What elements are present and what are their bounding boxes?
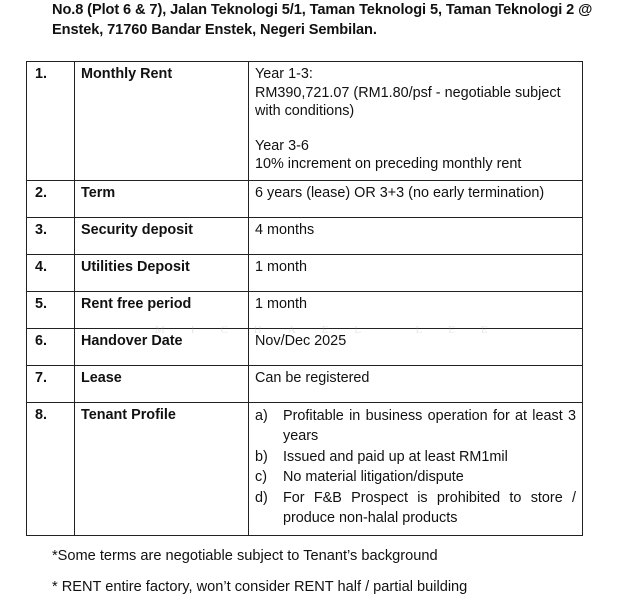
list-item-text: For F&B Prospect is prohibited to store / produce non-halal products <box>283 489 576 527</box>
tenant-profile-list <box>255 406 576 530</box>
list-item-text: Profitable in business operation for at least 3 years <box>283 407 576 445</box>
term-value: 6 years (lease) OR 3+3 (no early termination) <box>249 180 583 217</box>
term-value: Can be registered <box>249 365 583 402</box>
table-row <box>27 328 583 365</box>
row-number: 3. <box>27 217 75 254</box>
row-number: 5. <box>27 291 75 328</box>
rent-period-label: Year 1-3: <box>255 66 313 82</box>
term-label: Utilities Deposit <box>75 254 249 291</box>
watermark: MICHAEL LEE <box>155 324 514 336</box>
row-number: 1. <box>27 62 75 181</box>
property-address: No.8 (Plot 6 & 7), Jalan Teknologi 5/1, Taman Teknologi 5, Taman Teknologi 2 @ Enstek, 71760 Bandar Enstek, Negeri Sembilan. <box>52 2 593 38</box>
term-value: Nov/Dec 2025 <box>249 328 583 365</box>
term-label: Term <box>75 180 249 217</box>
list-marker: d) <box>255 489 268 506</box>
row-number: 4. <box>27 254 75 291</box>
rent-amount: RM390,721.07 (RM1.80/psf - negotiable subject with conditions) <box>255 84 561 119</box>
table-row <box>27 217 583 254</box>
rent-period-label: Year 3-6 <box>255 137 309 154</box>
term-label: Handover Date <box>75 328 249 365</box>
term-value: 4 months <box>249 217 583 254</box>
row-number: 8. <box>27 402 75 536</box>
list-marker: c) <box>255 469 267 486</box>
term-label: Tenant Profile <box>75 402 249 536</box>
table-row <box>27 254 583 291</box>
list-item <box>255 467 576 488</box>
term-value: 1 month <box>249 254 583 291</box>
list-item-text: No material litigation/dispute <box>283 469 464 486</box>
rent-increment: 10% increment on preceding monthly rent <box>255 156 522 172</box>
list-item <box>255 406 576 447</box>
term-value <box>249 402 583 536</box>
table-row <box>27 291 583 328</box>
list-marker: a) <box>255 407 268 424</box>
list-marker: b) <box>255 448 268 465</box>
table-row <box>27 402 583 536</box>
term-value <box>249 62 583 181</box>
table-row <box>27 62 583 181</box>
list-item <box>255 447 576 468</box>
terms-table <box>26 61 583 536</box>
row-number: 6. <box>27 328 75 365</box>
row-number: 2. <box>27 180 75 217</box>
term-label: Security deposit <box>75 217 249 254</box>
table-row <box>27 365 583 402</box>
term-label: Lease <box>75 365 249 402</box>
row-number: 7. <box>27 365 75 402</box>
term-value: 1 month <box>249 291 583 328</box>
list-item <box>255 488 576 529</box>
spacer <box>255 121 576 137</box>
footnote: * RENT entire factory, won’t consider RENT half / partial building <box>52 579 468 595</box>
term-label: Monthly Rent <box>75 62 249 181</box>
term-label: Rent free period <box>75 291 249 328</box>
footnote: *Some terms are negotiable subject to Tenant’s background <box>52 548 438 564</box>
table-row <box>27 180 583 217</box>
list-item-text: Issued and paid up at least RM1mil <box>283 448 508 465</box>
